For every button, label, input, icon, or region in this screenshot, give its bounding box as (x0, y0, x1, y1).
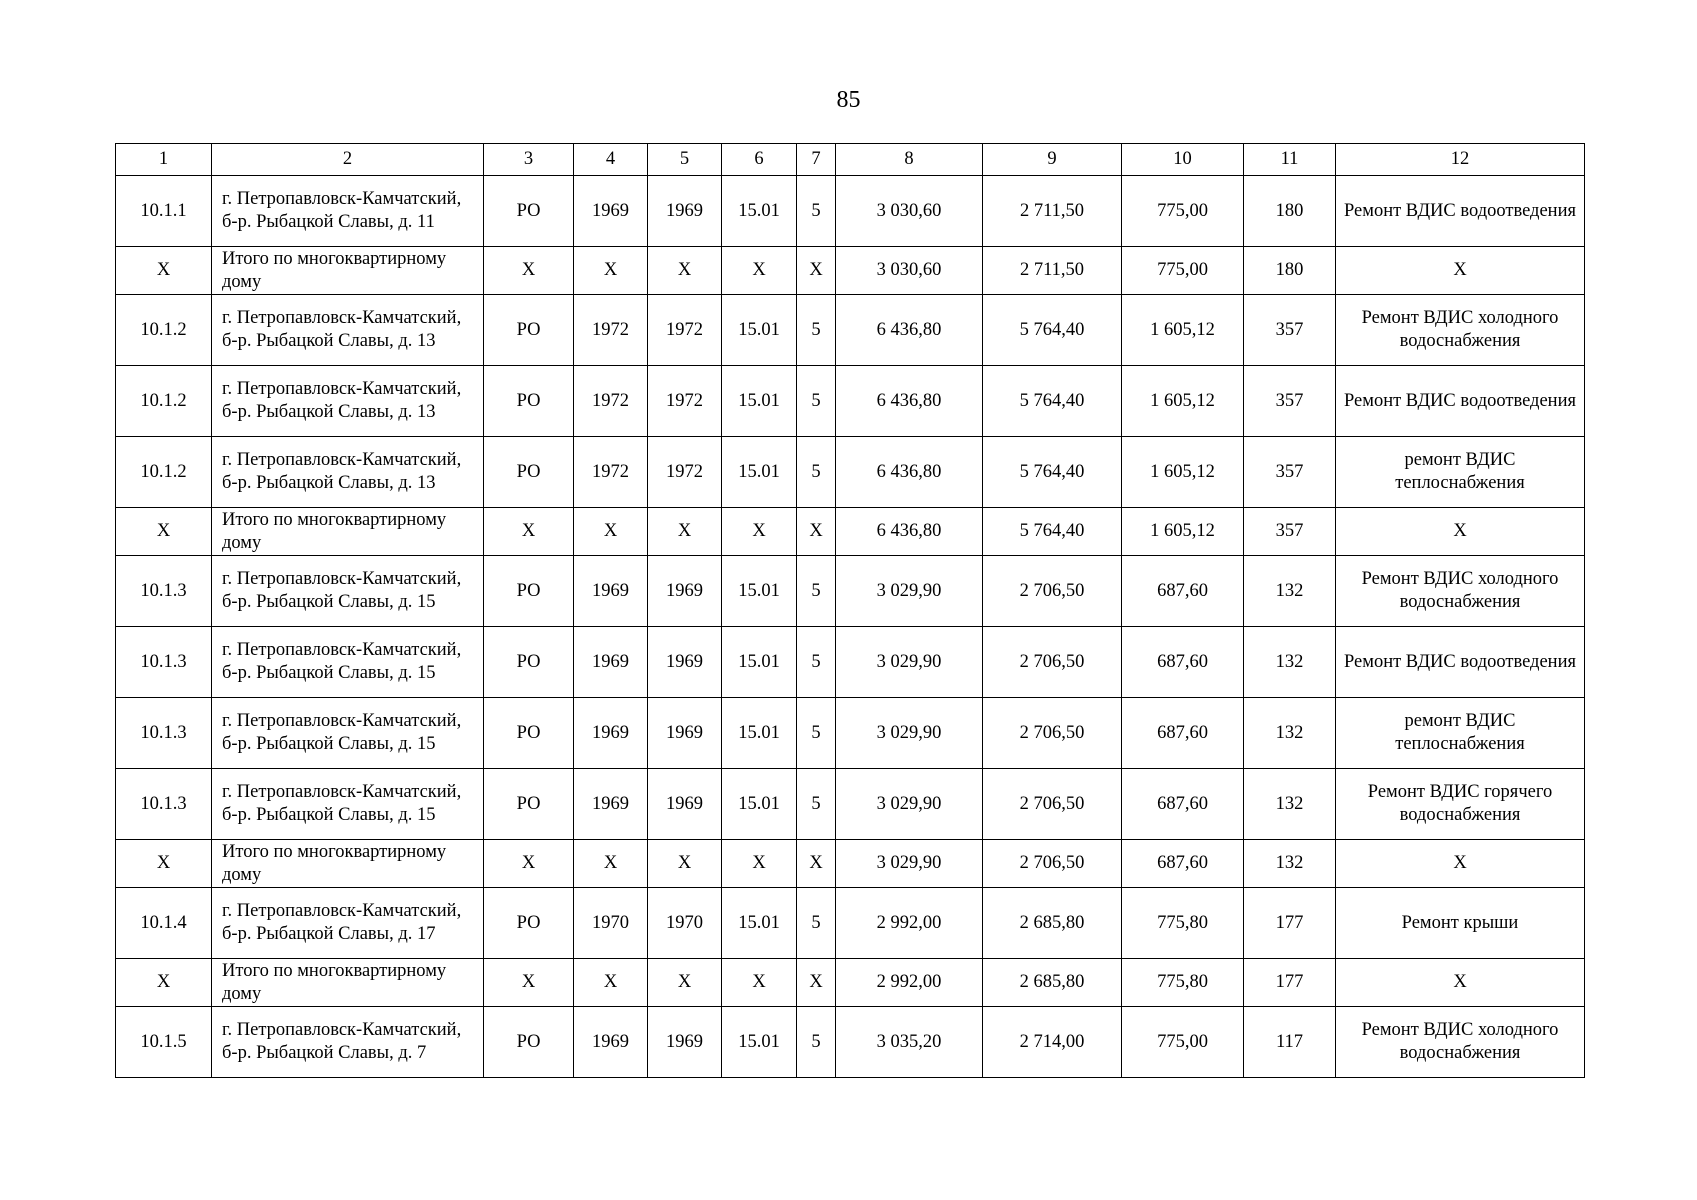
common-area-cell: 775,00 (1122, 247, 1244, 295)
floors-cell: 5 (797, 888, 836, 959)
manager-cell: Х (484, 247, 574, 295)
residential-area-cell: 2 714,00 (983, 1007, 1122, 1078)
commission-year-cell: 1972 (648, 366, 722, 437)
work-type-cell: Ремонт ВДИС холодного водоснабжения (1336, 295, 1585, 366)
residential-area-cell: 2 685,80 (983, 888, 1122, 959)
address-cell: г. Петропавловск-Камчатский, б-р. Рыбацкой Славы, д. 15 (212, 769, 484, 840)
build-year-cell: 1969 (574, 176, 648, 247)
column-header: 11 (1244, 144, 1336, 176)
total-area-cell: 3 029,90 (836, 698, 983, 769)
wall-material-cell: Х (722, 840, 797, 888)
common-area-cell: 1 605,12 (1122, 437, 1244, 508)
residential-area-cell: 2 711,50 (983, 247, 1122, 295)
total-row (116, 247, 1585, 295)
manager-cell: РО (484, 1007, 574, 1078)
work-type-cell: Ремонт ВДИС горячего водоснабжения (1336, 769, 1585, 840)
address-cell: г. Петропавловск-Камчатский, б-р. Рыбацкой Славы, д. 7 (212, 1007, 484, 1078)
wall-material-cell: 15.01 (722, 888, 797, 959)
wall-material-cell: Х (722, 508, 797, 556)
address-cell: г. Петропавловск-Камчатский, б-р. Рыбацкой Славы, д. 15 (212, 556, 484, 627)
commission-year-cell: 1969 (648, 627, 722, 698)
total-row (116, 959, 1585, 1007)
wall-material-cell: 15.01 (722, 698, 797, 769)
total-area-cell: 2 992,00 (836, 959, 983, 1007)
residents-cell: 357 (1244, 437, 1336, 508)
common-area-cell: 775,00 (1122, 1007, 1244, 1078)
commission-year-cell: 1969 (648, 1007, 722, 1078)
work-type-cell: Х (1336, 508, 1585, 556)
column-header: 6 (722, 144, 797, 176)
work-type-cell: ремонт ВДИС теплоснабжения (1336, 698, 1585, 769)
manager-cell: РО (484, 295, 574, 366)
total-area-cell: 3 029,90 (836, 627, 983, 698)
item-number-cell: 10.1.5 (116, 1007, 212, 1078)
build-year-cell: 1969 (574, 627, 648, 698)
manager-cell: РО (484, 176, 574, 247)
residents-cell: 117 (1244, 1007, 1336, 1078)
build-year-cell: 1972 (574, 437, 648, 508)
floors-cell: 5 (797, 769, 836, 840)
item-number-cell: 10.1.3 (116, 556, 212, 627)
address-cell: Итого по многоквартирному дому (212, 959, 484, 1007)
build-year-cell: 1969 (574, 1007, 648, 1078)
column-header: 10 (1122, 144, 1244, 176)
address-cell: г. Петропавловск-Камчатский, б-р. Рыбацкой Славы, д. 15 (212, 627, 484, 698)
work-type-cell: Х (1336, 840, 1585, 888)
item-number-cell: 10.1.4 (116, 888, 212, 959)
build-year-cell: 1972 (574, 295, 648, 366)
work-type-cell: Ремонт ВДИС водоотведения (1336, 366, 1585, 437)
floors-cell: 5 (797, 556, 836, 627)
address-cell: г. Петропавловск-Камчатский, б-р. Рыбацкой Славы, д. 13 (212, 437, 484, 508)
commission-year-cell: 1972 (648, 295, 722, 366)
commission-year-cell: 1972 (648, 437, 722, 508)
common-area-cell: 775,80 (1122, 959, 1244, 1007)
work-type-cell: Ремонт ВДИС водоотведения (1336, 627, 1585, 698)
total-area-cell: 6 436,80 (836, 366, 983, 437)
residents-cell: 180 (1244, 176, 1336, 247)
commission-year-cell: 1969 (648, 176, 722, 247)
common-area-cell: 1 605,12 (1122, 508, 1244, 556)
total-area-cell: 3 030,60 (836, 247, 983, 295)
floors-cell: 5 (797, 437, 836, 508)
residential-area-cell: 5 764,40 (983, 366, 1122, 437)
wall-material-cell: 15.01 (722, 366, 797, 437)
commission-year-cell: 1969 (648, 769, 722, 840)
commission-year-cell: Х (648, 840, 722, 888)
table-row (116, 1007, 1585, 1078)
wall-material-cell: 15.01 (722, 295, 797, 366)
table-row (116, 366, 1585, 437)
work-type-cell: Ремонт ВДИС холодного водоснабжения (1336, 1007, 1585, 1078)
total-area-cell: 3 029,90 (836, 769, 983, 840)
common-area-cell: 1 605,12 (1122, 295, 1244, 366)
item-number-cell: Х (116, 247, 212, 295)
address-cell: Итого по многоквартирному дому (212, 508, 484, 556)
residents-cell: 132 (1244, 840, 1336, 888)
item-number-cell: 10.1.3 (116, 698, 212, 769)
wall-material-cell: 15.01 (722, 769, 797, 840)
total-area-cell: 3 029,90 (836, 840, 983, 888)
residential-area-cell: 2 706,50 (983, 627, 1122, 698)
common-area-cell: 775,00 (1122, 176, 1244, 247)
address-cell: г. Петропавловск-Камчатский, б-р. Рыбацкой Славы, д. 13 (212, 366, 484, 437)
column-header: 2 (212, 144, 484, 176)
residents-cell: 357 (1244, 295, 1336, 366)
table-row (116, 437, 1585, 508)
residential-area-cell: 2 706,50 (983, 698, 1122, 769)
item-number-cell: 10.1.1 (116, 176, 212, 247)
total-area-cell: 6 436,80 (836, 295, 983, 366)
item-number-cell: 10.1.3 (116, 769, 212, 840)
column-header: 8 (836, 144, 983, 176)
table-row (116, 176, 1585, 247)
manager-cell: РО (484, 556, 574, 627)
work-type-cell: Ремонт ВДИС водоотведения (1336, 176, 1585, 247)
page-number: 85 (836, 87, 861, 113)
residents-cell: 177 (1244, 888, 1336, 959)
column-header: 9 (983, 144, 1122, 176)
common-area-cell: 775,80 (1122, 888, 1244, 959)
total-area-cell: 3 035,20 (836, 1007, 983, 1078)
column-header: 3 (484, 144, 574, 176)
common-area-cell: 1 605,12 (1122, 366, 1244, 437)
commission-year-cell: 1969 (648, 556, 722, 627)
floors-cell: 5 (797, 627, 836, 698)
commission-year-cell: 1969 (648, 698, 722, 769)
build-year-cell: Х (574, 959, 648, 1007)
residents-cell: 180 (1244, 247, 1336, 295)
manager-cell: РО (484, 437, 574, 508)
commission-year-cell: 1970 (648, 888, 722, 959)
work-type-cell: Ремонт крыши (1336, 888, 1585, 959)
total-area-cell: 6 436,80 (836, 437, 983, 508)
table-row (116, 888, 1585, 959)
common-area-cell: 687,60 (1122, 556, 1244, 627)
total-row (116, 840, 1585, 888)
total-area-cell: 2 992,00 (836, 888, 983, 959)
total-area-cell: 6 436,80 (836, 508, 983, 556)
wall-material-cell: 15.01 (722, 1007, 797, 1078)
column-header: 4 (574, 144, 648, 176)
build-year-cell: 1969 (574, 769, 648, 840)
item-number-cell: Х (116, 959, 212, 1007)
commission-year-cell: Х (648, 959, 722, 1007)
residential-area-cell: 5 764,40 (983, 508, 1122, 556)
item-number-cell: 10.1.2 (116, 366, 212, 437)
residential-area-cell: 5 764,40 (983, 437, 1122, 508)
registry-table (115, 143, 1585, 1078)
total-row (116, 508, 1585, 556)
common-area-cell: 687,60 (1122, 769, 1244, 840)
floors-cell: 5 (797, 295, 836, 366)
commission-year-cell: Х (648, 247, 722, 295)
table-body (116, 176, 1585, 1078)
wall-material-cell: 15.01 (722, 556, 797, 627)
residents-cell: 357 (1244, 508, 1336, 556)
manager-cell: Х (484, 508, 574, 556)
wall-material-cell: 15.01 (722, 627, 797, 698)
wall-material-cell: 15.01 (722, 437, 797, 508)
build-year-cell: Х (574, 508, 648, 556)
build-year-cell: 1969 (574, 698, 648, 769)
residential-area-cell: 2 706,50 (983, 840, 1122, 888)
floors-cell: Х (797, 508, 836, 556)
floors-cell: Х (797, 959, 836, 1007)
work-type-cell: Ремонт ВДИС холодного водоснабжения (1336, 556, 1585, 627)
residents-cell: 357 (1244, 366, 1336, 437)
manager-cell: РО (484, 888, 574, 959)
total-area-cell: 3 029,90 (836, 556, 983, 627)
table-row (116, 556, 1585, 627)
header-row (116, 144, 1585, 176)
item-number-cell: Х (116, 840, 212, 888)
residents-cell: 132 (1244, 769, 1336, 840)
column-header: 12 (1336, 144, 1585, 176)
common-area-cell: 687,60 (1122, 627, 1244, 698)
build-year-cell: Х (574, 247, 648, 295)
floors-cell: 5 (797, 698, 836, 769)
manager-cell: РО (484, 627, 574, 698)
build-year-cell: Х (574, 840, 648, 888)
column-header: 7 (797, 144, 836, 176)
total-area-cell: 3 030,60 (836, 176, 983, 247)
table-row (116, 698, 1585, 769)
floors-cell: 5 (797, 1007, 836, 1078)
manager-cell: РО (484, 366, 574, 437)
floors-cell: 5 (797, 366, 836, 437)
item-number-cell: 10.1.2 (116, 437, 212, 508)
item-number-cell: 10.1.2 (116, 295, 212, 366)
manager-cell: Х (484, 840, 574, 888)
wall-material-cell: 15.01 (722, 176, 797, 247)
manager-cell: Х (484, 959, 574, 1007)
residents-cell: 177 (1244, 959, 1336, 1007)
address-cell: г. Петропавловск-Камчатский, б-р. Рыбацкой Славы, д. 17 (212, 888, 484, 959)
work-type-cell: ремонт ВДИС теплоснабжения (1336, 437, 1585, 508)
wall-material-cell: Х (722, 247, 797, 295)
commission-year-cell: Х (648, 508, 722, 556)
table-header (116, 144, 1585, 176)
work-type-cell: Х (1336, 247, 1585, 295)
residents-cell: 132 (1244, 556, 1336, 627)
manager-cell: РО (484, 698, 574, 769)
common-area-cell: 687,60 (1122, 698, 1244, 769)
residential-area-cell: 2 706,50 (983, 556, 1122, 627)
common-area-cell: 687,60 (1122, 840, 1244, 888)
build-year-cell: 1972 (574, 366, 648, 437)
address-cell: Итого по многоквартирному дому (212, 247, 484, 295)
column-header: 1 (116, 144, 212, 176)
table-row (116, 769, 1585, 840)
residents-cell: 132 (1244, 627, 1336, 698)
floors-cell: 5 (797, 176, 836, 247)
residential-area-cell: 2 711,50 (983, 176, 1122, 247)
table-row (116, 295, 1585, 366)
residents-cell: 132 (1244, 698, 1336, 769)
residential-area-cell: 2 685,80 (983, 959, 1122, 1007)
column-header: 5 (648, 144, 722, 176)
floors-cell: Х (797, 247, 836, 295)
address-cell: г. Петропавловск-Камчатский, б-р. Рыбацкой Славы, д. 13 (212, 295, 484, 366)
residential-area-cell: 5 764,40 (983, 295, 1122, 366)
build-year-cell: 1970 (574, 888, 648, 959)
address-cell: Итого по многоквартирному дому (212, 840, 484, 888)
work-type-cell: Х (1336, 959, 1585, 1007)
manager-cell: РО (484, 769, 574, 840)
item-number-cell: 10.1.3 (116, 627, 212, 698)
address-cell: г. Петропавловск-Камчатский, б-р. Рыбацкой Славы, д. 11 (212, 176, 484, 247)
table-row (116, 627, 1585, 698)
residential-area-cell: 2 706,50 (983, 769, 1122, 840)
build-year-cell: 1969 (574, 556, 648, 627)
item-number-cell: Х (116, 508, 212, 556)
wall-material-cell: Х (722, 959, 797, 1007)
floors-cell: Х (797, 840, 836, 888)
address-cell: г. Петропавловск-Камчатский, б-р. Рыбацкой Славы, д. 15 (212, 698, 484, 769)
